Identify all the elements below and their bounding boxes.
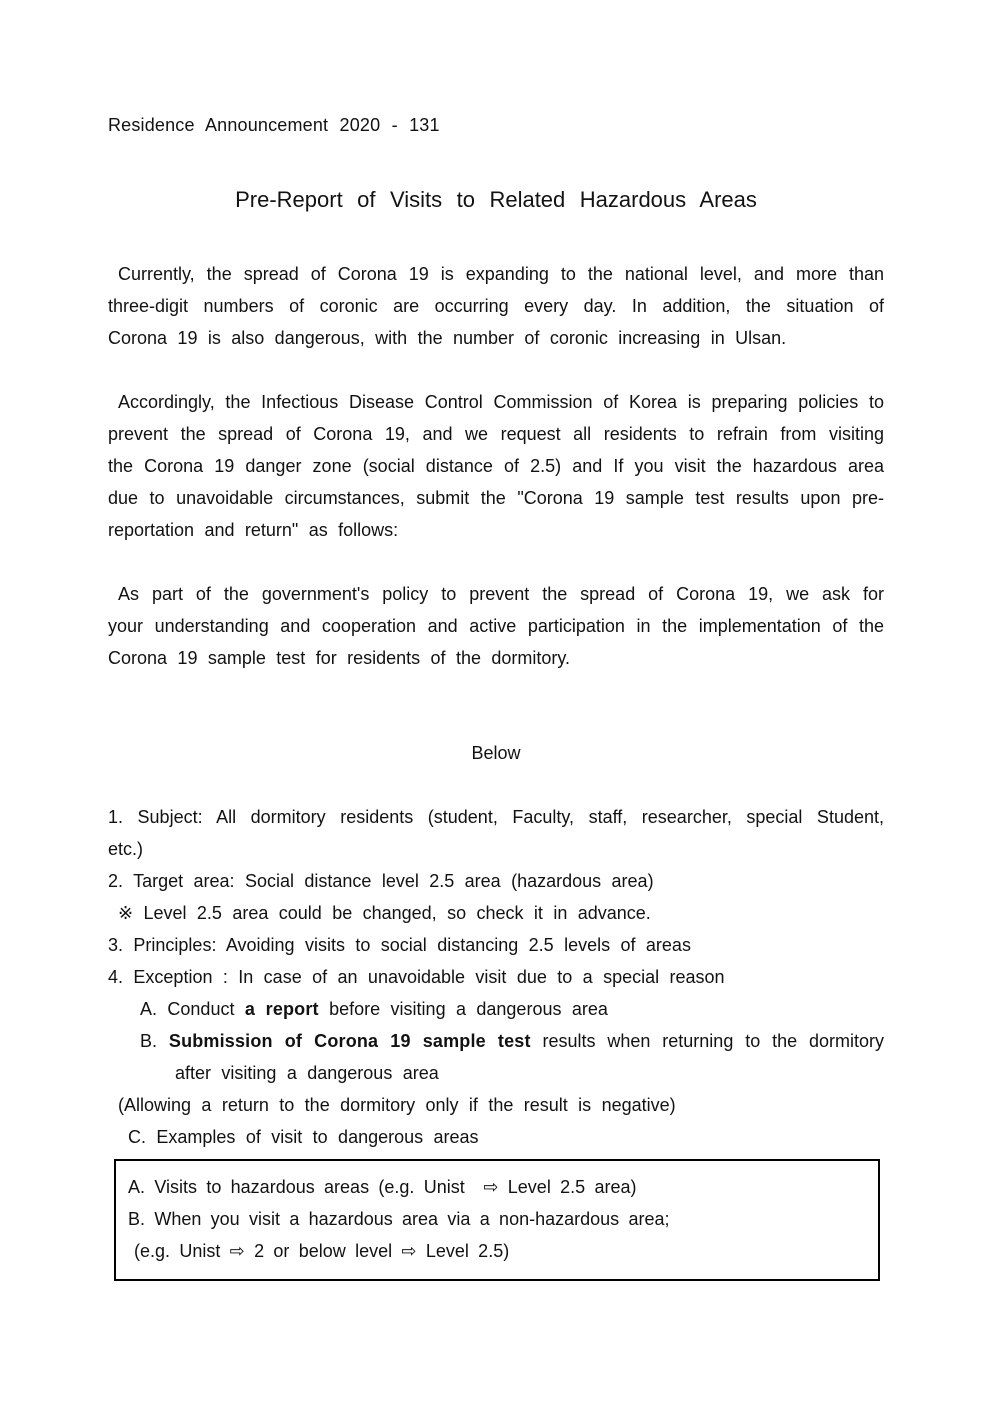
- list-subitem-c-examples: C. Examples of visit to dangerous areas: [128, 1127, 479, 1147]
- section-heading-below: Below: [471, 743, 521, 763]
- list-subitem-b-submission: [108, 1025, 884, 1089]
- list-note-allowing-return: (Allowing a return to the dormitory only if the result is negative): [118, 1095, 676, 1115]
- text-run: B.: [140, 1031, 169, 1051]
- text-run: A. Conduct: [140, 999, 245, 1019]
- example-box-line-b: B. When you visit a hazardous area via a non-hazardous area;: [128, 1209, 670, 1229]
- example-box: [114, 1159, 880, 1281]
- example-box-line-a: A. Visits to hazardous areas (e.g. Unist ⇨ Level 2.5 area): [128, 1177, 637, 1197]
- example-box-line-b2: (e.g. Unist ⇨ 2 or below level ⇨ Level 2.5): [134, 1241, 510, 1261]
- list-subitem-a-report: [108, 993, 884, 1025]
- list-item-subject: 1. Subject: All dormitory residents (student, Faculty, staff, researcher, special Student, etc.): [108, 807, 884, 859]
- text-run-bold: a report: [244, 999, 319, 1019]
- list-item-principles: 3. Principles: Avoiding visits to social distancing 2.5 levels of areas: [108, 935, 691, 955]
- text-run: results when returning to the dormitory after visiting a dangerous area: [175, 1031, 884, 1083]
- list-item-target-area: 2. Target area: Social distance level 2.5 area (hazardous area): [108, 871, 654, 891]
- doc-number: Residence Announcement 2020 - 131: [108, 115, 440, 135]
- list-item-exception: 4. Exception : In case of an unavoidable visit due to a special reason: [108, 967, 725, 987]
- announcement-list: [108, 801, 884, 1153]
- document-title: Pre-Report of Visits to Related Hazardous Areas: [235, 187, 757, 212]
- paragraph-accordingly: Accordingly, the Infectious Disease Control Commission of Korea is preparing policies to prevent the spread of Corona 19, and we request all residents to refrain from visiting the Corona 19 danger zone (social distance of 2.5) and If you visit the hazardous area due to unavoidable circumstances, submit the "Corona 19 sample test results upon pre-reportation and return" as follows:: [108, 392, 884, 540]
- paragraph-government-policy: As part of the government's policy to prevent the spread of Corona 19, we ask for your understanding and cooperation and active participation in the implementation of the Corona 19 sample test for residents of the dormitory.: [108, 584, 884, 668]
- text-run: before visiting a dangerous area: [318, 999, 608, 1019]
- list-note-level-change: ※ Level 2.5 area could be changed, so check it in advance.: [118, 903, 651, 923]
- text-run-bold: Submission of Corona 19 sample test: [168, 1031, 531, 1051]
- paragraph-current-spread: Currently, the spread of Corona 19 is expanding to the national level, and more than three-digit numbers of coronic are occurring every day. In addition, the situation of Corona 19 is also dangerous, with the number of coronic increasing in Ulsan.: [108, 264, 884, 348]
